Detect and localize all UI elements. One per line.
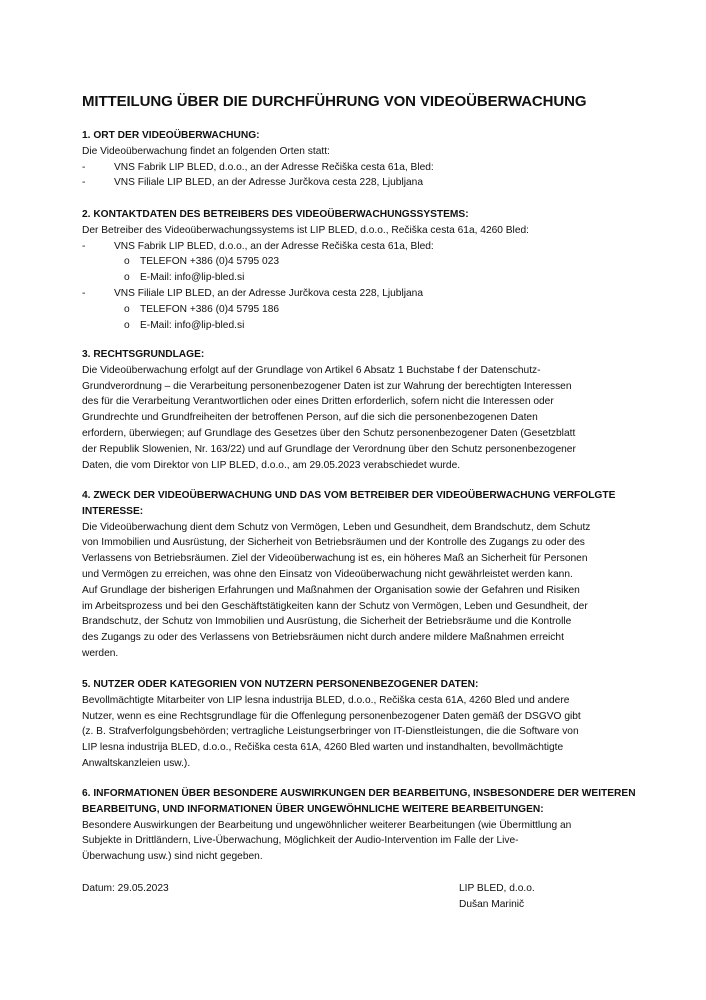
text-line: Bevollmächtigte Mitarbeiter von LIP lesna industrija BLED, d.o.o., Rečiška cesta 61A, 4260 Bled und andere (82, 694, 570, 706)
text-line: des für die Verarbeitung Verantwortlichen oder eines Dritten erforderlich, sofern nicht die Interessen oder (82, 396, 554, 408)
text-line: von Immobilien und Ausrüstung, der Sicherheit von Betriebsräumen und der Kontrolle des Zugangs zu oder des (82, 537, 585, 549)
text-line: Auf Grundlage der bisherigen Erfahrungen und Maßnahmen der Organisation sowie der Gefahren und Risiken (82, 584, 580, 596)
section-heading: 4. ZWECK DER VIDEOÜBERWACHUNG UND DAS VOM BETREIBER DER VIDEOÜBERWACHUNG VERFOLGTE (82, 490, 616, 501)
text-line: und Vermögen zu erreichen, was ohne den Einsatz von Videoüberwachung nicht gewährleistet werden kann. (82, 568, 573, 580)
text-line: Grundrechte und Grundfreiheiten der betroffenen Person, auf die sich die personenbezogenen Daten (82, 412, 538, 424)
section-legal-basis (82, 347, 642, 473)
section-heading: BEARBEITUNG, UND INFORMATIONEN ÜBER UNGEWÖHNLICHE WEITERE BEARBEITUNGEN: (82, 803, 544, 815)
text-line: im Arbeitsprozess und bei den Geschäftstätigkeiten kann der Schutz von Vermögen, Leben und Gesundheit, der (82, 600, 588, 612)
text-line: (z. B. Strafverfolgungsbehörden; vertragliche Leistungserbringer von IT-Dienstleistungen, die die Software von (82, 726, 579, 738)
text-line: LIP lesna industrija BLED, d.o.o., Rečiška cesta 61A, 4260 Bled warten und instandhalten, bevollmächtigte (82, 742, 564, 754)
section-location (82, 128, 642, 191)
text-line: der Republik Slowenien, Nr. 163/22) und auf Grundlage der Verordnung über den Schutz personenbezogener (82, 443, 576, 455)
list-item: - VNS Fabrik LIP BLED, d.o.o., an der Adresse Rečiška cesta 61a, Bled: (82, 239, 642, 255)
sub-list-item: o TELEFON +386 (0)4 5795 186 (82, 302, 642, 318)
section-purpose (82, 488, 642, 662)
list-item: - VNS Filiale LIP BLED, an der Adresse Jurčkova cesta 228, Ljubljana (82, 286, 642, 302)
section-heading: 3. RECHTSGRUNDLAGE: (82, 349, 205, 360)
text-line: Subjekte in Drittländern, Live-Überwachung, Möglichkeit der Audio-Intervention im Falle der Live- (82, 835, 519, 847)
dash-bullet: - (82, 287, 86, 299)
company-name: LIP BLED, d.o.o. (459, 883, 535, 894)
document-date: Datum: 29.05.2023 (82, 883, 169, 894)
list-item: - VNS Fabrik LIP BLED, d.o.o., an der Adresse Rečiška cesta 61a, Bled: (82, 160, 642, 176)
text-line: Die Videoüberwachung dient dem Schutz von Vermögen, Leben und Gesundheit, dem Brandschutz, dem Schutz (82, 521, 591, 533)
text-line: Verlassens von Betriebsräumen. Ziel der Videoüberwachung ist es, ein höheres Maß an Sicherheit für Personen (82, 553, 588, 565)
dash-bullet: - (82, 161, 86, 173)
section-heading: 1. ORT DER VIDEOÜBERWACHUNG: (82, 130, 260, 141)
text-line: Besondere Auswirkungen der Bearbeitung und ungewöhnlicher weiterer Bearbeitungen (wie Übermittlung an (82, 819, 572, 831)
circle-bullet: o (124, 303, 130, 315)
text-line: erfordern, überwiegen; auf Grundlage des Gesetzes über den Schutz personenbezogener Daten (Gesetzblatt (82, 427, 576, 439)
section-heading: 5. NUTZER ODER KATEGORIEN VON NUTZERN PERSONENBEZOGENER DATEN: (82, 679, 479, 690)
signature-block (459, 881, 535, 913)
text-line: Nutzer, wenn es eine Rechtsgrundlage für die Offenlegung personenbezogener Daten gemäß der DSGVO gibt (82, 710, 581, 722)
section-heading: 2. KONTAKTDATEN DES BETREIBERS DES VIDEOÜBERWACHUNGSSYSTEMS: (82, 209, 469, 220)
text-line: Überwachung usw.) sind nicht gegeben. (82, 851, 263, 863)
section-heading: INTERESSE: (82, 505, 144, 517)
section-contact (82, 207, 642, 333)
sub-list-item: o TELEFON +386 (0)4 5795 023 (82, 254, 642, 270)
sub-list-item: o E-Mail: info@lip-bled.si (82, 318, 642, 334)
circle-bullet: o (124, 256, 130, 268)
circle-bullet: o (124, 319, 130, 331)
circle-bullet: o (124, 272, 130, 284)
section-text: Der Betreiber des Videoüberwachungssystems ist LIP BLED, d.o.o., Rečiška cesta 61a, 4260 Bled: (82, 224, 529, 236)
text-line: Grundverordnung – die Verarbeitung personenbezogener Daten ist zur Wahrung der berechtigten Interessen (82, 380, 572, 392)
text-line: Brandschutz, der Schutz von Immobilien und Ausrüstung, die Sicherheit der Betriebsräume und die Kontrolle (82, 616, 572, 628)
text-line: des Zugangs zu oder des Verlassens von Betriebsräumen nicht durch andere mildere Maßnahmen erreicht (82, 632, 564, 644)
dash-bullet: - (82, 177, 86, 189)
section-data-users (82, 677, 642, 772)
text-line: Die Videoüberwachung erfolgt auf der Grundlage von Artikel 6 Absatz 1 Buchstabe f der Datenschutz- (82, 364, 541, 376)
signer-name: Dušan Marinič (459, 898, 525, 910)
text-line: Anwaltskanzleien usw.). (82, 757, 191, 769)
text-line: werden. (82, 647, 119, 659)
sub-list-item: o E-Mail: info@lip-bled.si (82, 270, 642, 286)
section-processing-info (82, 786, 642, 865)
dash-bullet: - (82, 240, 86, 252)
list-item: - VNS Filiale LIP BLED, an der Adresse Jurčkova cesta 228, Ljubljana (82, 175, 642, 191)
text-line: Daten, die vom Direktor von LIP BLED, d.o.o., am 29.05.2023 verabschiedet wurde. (82, 459, 461, 471)
section-text: Die Videoüberwachung findet an folgenden Orten statt: (82, 145, 330, 157)
section-heading: 6. INFORMATIONEN ÜBER BESONDERE AUSWIRKUNGEN DER BEARBEITUNG, INSBESONDERE DER WEITEREN (82, 788, 636, 799)
document-title: MITTEILUNG ÜBER DIE DURCHFÜHRUNG VON VIDEOÜBERWACHUNG (82, 93, 587, 110)
